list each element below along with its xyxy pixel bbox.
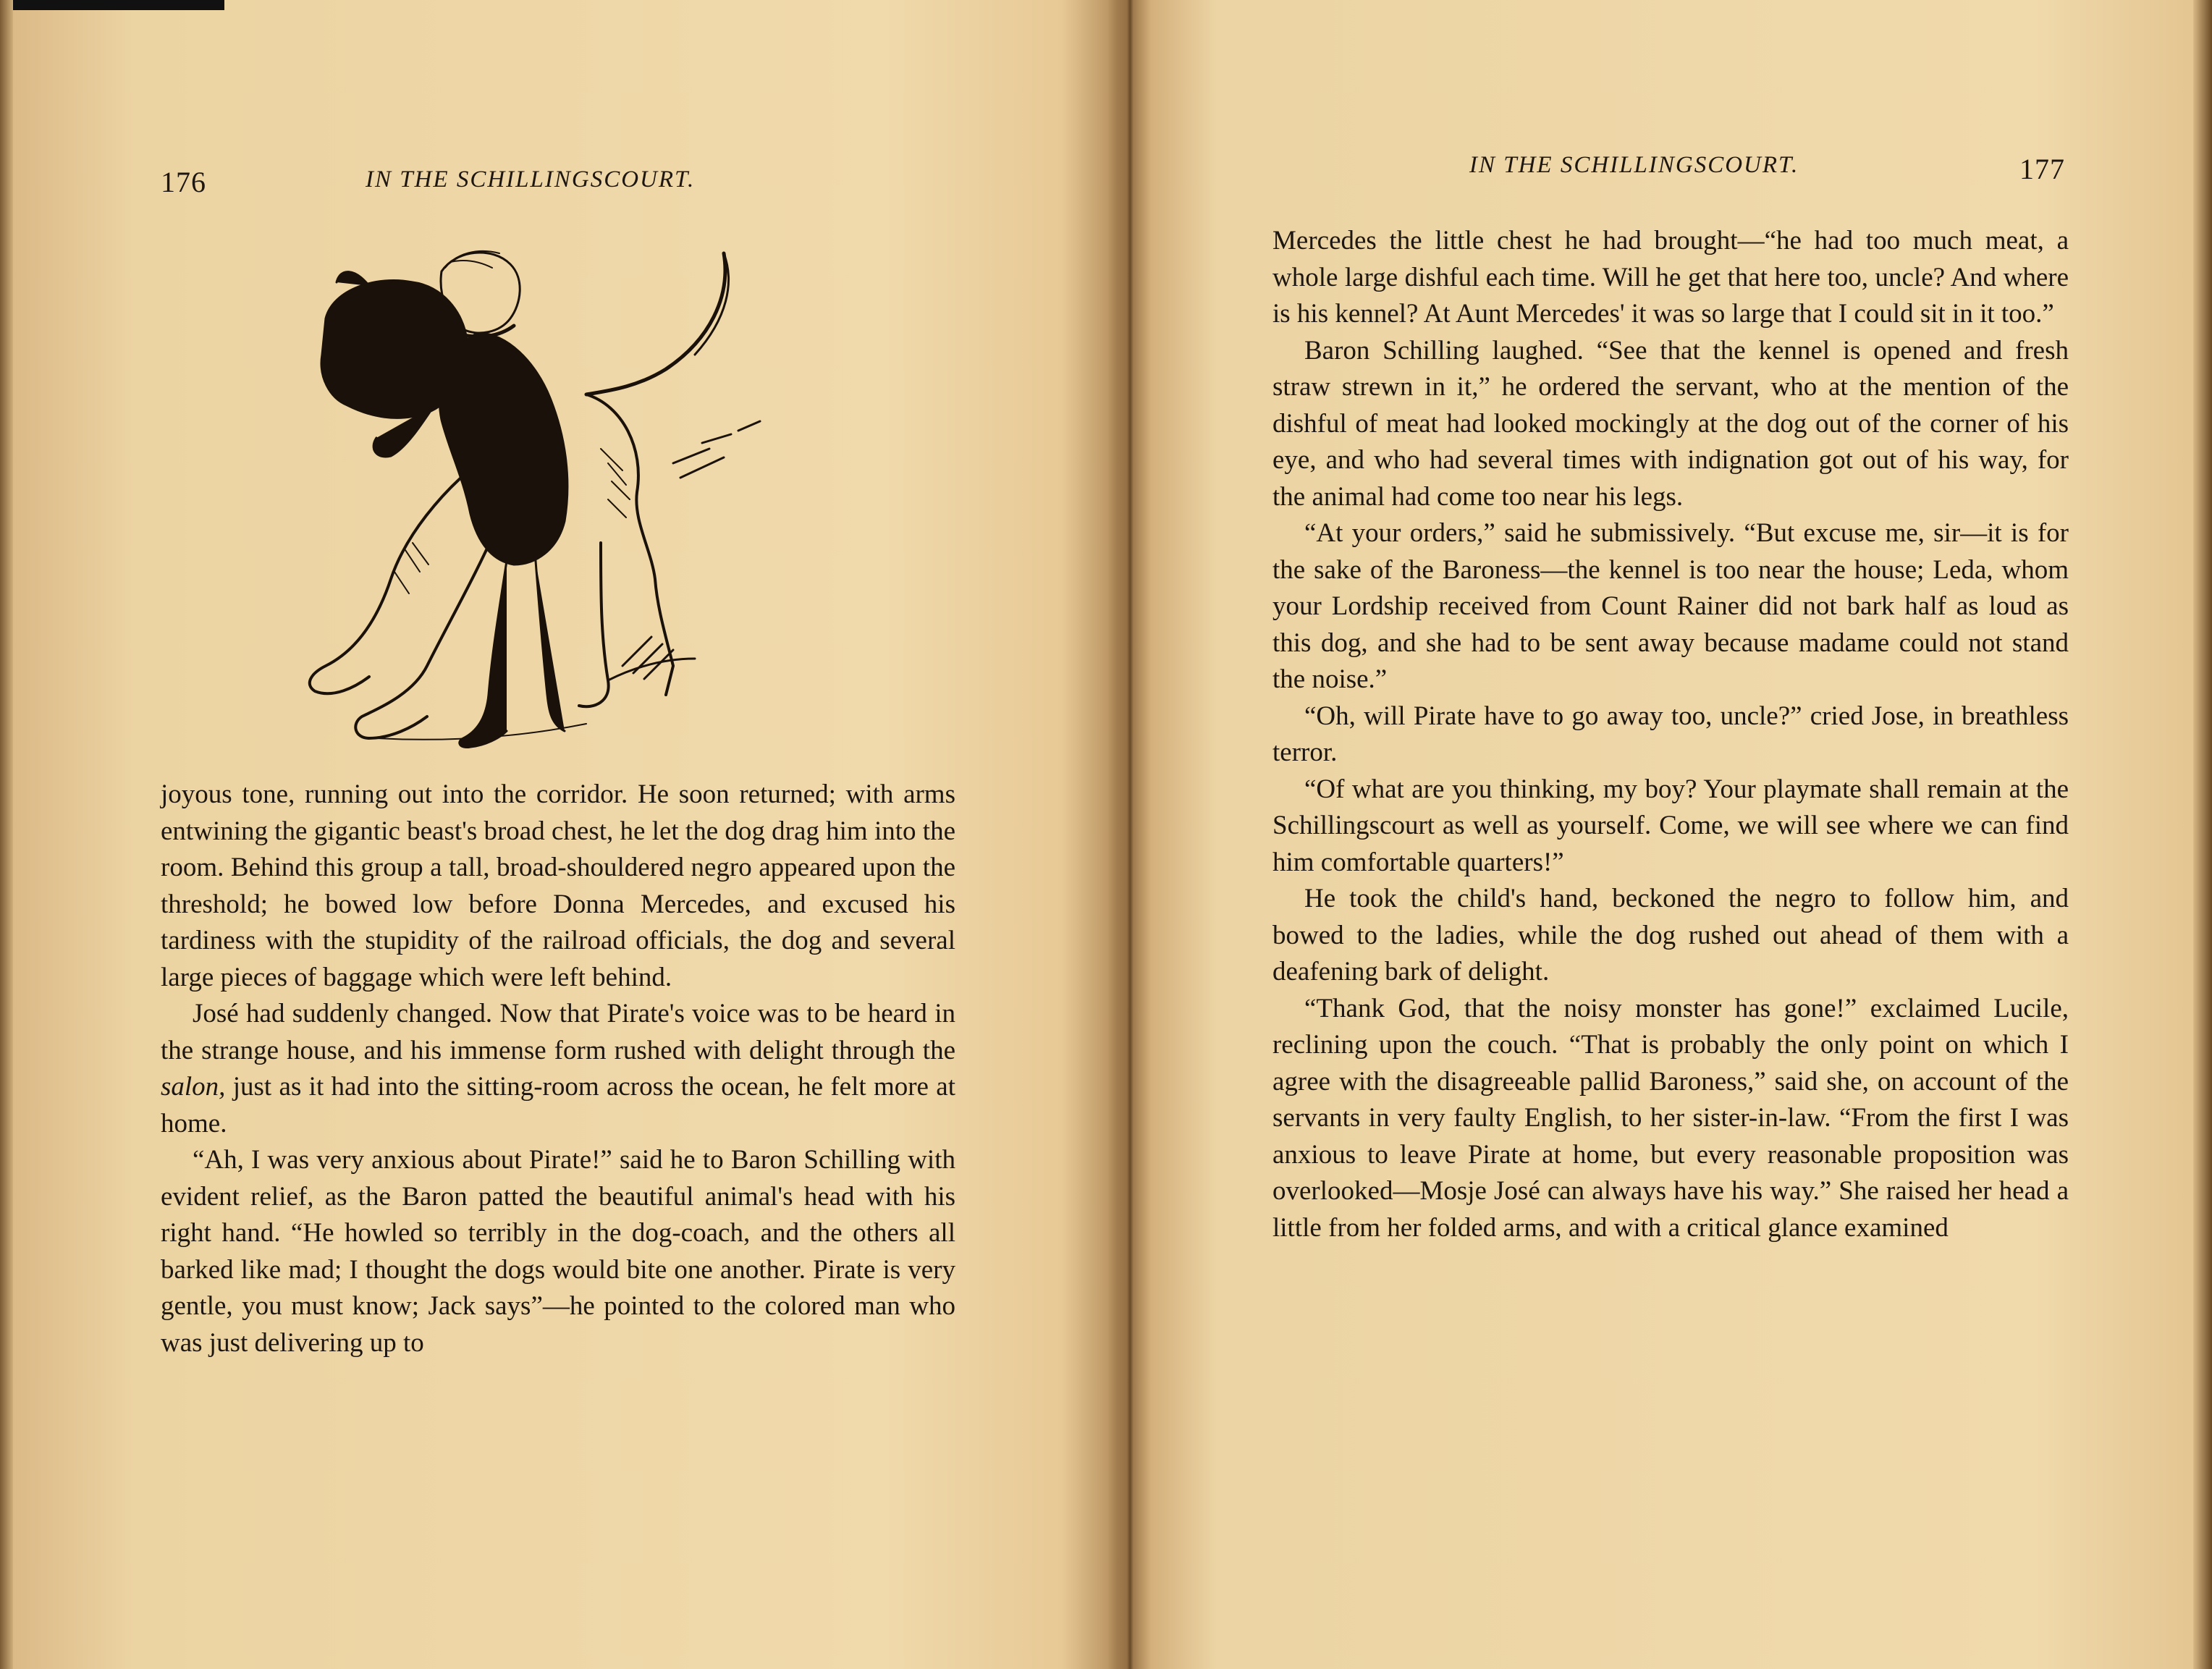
text-run: just as it had into the sitting-room across the ocean, he felt more at home. [161, 1072, 955, 1138]
paragraph: joyous tone, running out into the corridor. He soon returned; with arms entwining the gigantic beast's broad chest, he let the dog drag him into the room. Behind this group a tall, broad-shouldered negro appeared upon the threshold; he bowed low before Donna Mercedes, and excused his tardiness with the stupidity of the railroad officials, the dog and several large pieces of baggage which were left behind. [161, 779, 955, 992]
dog-and-boy-illustration [261, 232, 767, 760]
paragraph: Baron Schilling laughed. “See that the kennel is opened and fresh straw strewn in it,” he ordered the servant, who at the mention of the dishful of meat had looked mockingly at the dog out of the corner of his eye, and who had several times with indignation got out of his way, for the animal had come too near his legs. [1272, 335, 2069, 512]
paragraph: “Oh, will Pirate have to go away too, uncle?” cried Jose, in breathless terror. [1272, 701, 2069, 767]
paragraph: “At your orders,” said he submissively. “But excuse me, sir—it is for the sake of the Baroness—the kennel is too near the house; Leda, whom your Lordship received from Count Rainer did not bark half as loud as this dog, and she had to be sent away because madame could not stand the noise.” [1272, 518, 2069, 694]
running-head: IN THE SCHILLINGSCOURT. [1469, 152, 1799, 178]
page-number: 176 [161, 166, 206, 198]
paragraph: He took the child's hand, beckoned the negro to follow him, and bowed to the ladies, while the dog rushed out ahead of them with a deafening bark of delight. [1272, 884, 2069, 986]
paragraph: “Of what are you thinking, my boy? Your playmate shall remain at the Schillingscourt as well as yourself. Come, we will see where we can find him comfortable quarters!” [1272, 774, 2069, 877]
book-gutter [1107, 0, 1151, 1669]
right-page [1151, 0, 2212, 1669]
italic-word: salon, [161, 1072, 226, 1102]
text-run: José had suddenly changed. Now that Pirate's voice was to be heard in the strange house, and his immense form rushed with delight through the [161, 999, 955, 1065]
paragraph: “Thank God, that the noisy monster has gone!” exclaimed Lucile, reclining upon the couch. “That is probably the only point on which I agree with the disagreeable pallid Baroness,” said she, on account of the servants in very faulty English, to her sister-in-law. “From the first I was anxious to leave Pirate at home, but every reasonable proposition was overlooked—Mosje José can always have his way.” She raised her head a little from her folded arms, and with a critical glance examined [1272, 993, 2069, 1243]
paragraph: Mercedes the little chest he had brought—“he had too much meat, a whole large dishful each time. Will he get that here too, uncle? And where is his kennel? At Aunt Mercedes' it was so large that I could sit in it too.” [1272, 226, 2069, 329]
paragraph [161, 996, 955, 1142]
page-number: 177 [2019, 153, 2065, 185]
left-page-text [161, 777, 955, 1361]
right-page-text [1272, 223, 2069, 1246]
paragraph: “Ah, I was very anxious about Pirate!” said he to Baron Schilling with evident relief, as the Baron patted the beautiful animal's head with his right hand. “He howled so terribly in the dog-coach, and the others all barked like mad; I thought the dogs would bite one another. Pirate is very gentle, you must know; Jack says”—he pointed to the colored man who was just delivering up to [161, 1145, 955, 1358]
running-head: IN THE SCHILLINGSCOURT. [366, 166, 696, 193]
